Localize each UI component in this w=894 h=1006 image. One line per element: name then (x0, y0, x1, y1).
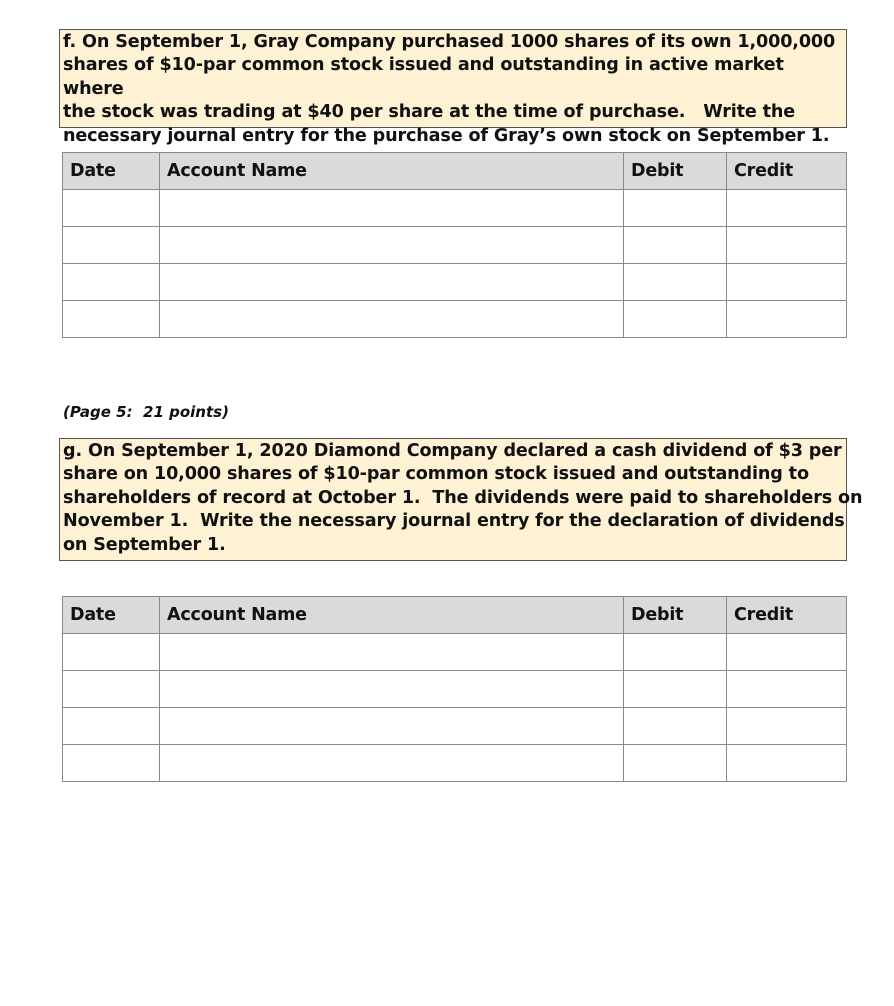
credit-cell[interactable] (727, 301, 847, 338)
credit-cell[interactable] (727, 190, 847, 227)
header-credit: Credit (727, 597, 847, 634)
header-account-name: Account Name (160, 153, 624, 190)
header-account-name: Account Name (160, 597, 624, 634)
debit-cell[interactable] (624, 227, 727, 264)
debit-cell[interactable] (624, 190, 727, 227)
debit-cell[interactable] (624, 634, 727, 671)
question-line: shareholders of record at October 1. The dividends were paid to shareholders on (63, 487, 863, 508)
question-line: the stock was trading at $40 per share at the time of purchase. Write the (63, 102, 796, 123)
table-header-row (63, 597, 847, 634)
header-date: Date (63, 597, 160, 634)
table-row (63, 264, 847, 301)
question-line: f. On September 1, Gray Company purchased 1000 shares of its own 1,000,000 (63, 32, 836, 52)
credit-cell[interactable] (727, 745, 847, 782)
date-cell[interactable] (63, 301, 160, 338)
debit-cell[interactable] (624, 671, 727, 708)
header-date: Date (63, 153, 160, 190)
header-debit: Debit (624, 153, 727, 190)
table-row (63, 634, 847, 671)
account-name-cell[interactable] (160, 190, 624, 227)
account-name-cell[interactable] (160, 264, 624, 301)
credit-cell[interactable] (727, 671, 847, 708)
question-line: shares of $10-par common stock issued and outstanding in active market where (63, 55, 784, 99)
date-cell[interactable] (63, 708, 160, 745)
date-cell[interactable] (63, 227, 160, 264)
question-line: November 1. Write the necessary journal entry for the declaration of dividends (63, 511, 845, 532)
table-header-row (63, 153, 847, 190)
account-name-cell[interactable] (160, 301, 624, 338)
question-f-box (59, 29, 847, 146)
journal-table-f (62, 152, 847, 338)
table-row (63, 671, 847, 708)
journal-table-g (62, 596, 847, 782)
debit-cell[interactable] (624, 301, 727, 338)
account-name-cell[interactable] (160, 634, 624, 671)
account-name-cell[interactable] (160, 671, 624, 708)
account-name-cell[interactable] (160, 227, 624, 264)
debit-cell[interactable] (624, 264, 727, 301)
debit-cell[interactable] (624, 745, 727, 782)
page-points-note: (Page 5: 21 points) (63, 403, 229, 421)
question-g-box (59, 438, 863, 561)
credit-cell[interactable] (727, 227, 847, 264)
date-cell[interactable] (63, 671, 160, 708)
question-line: necessary journal entry for the purchase of Gray’s own stock on September 1. (63, 125, 830, 146)
question-line: share on 10,000 shares of $10-par common stock issued and outstanding to (63, 464, 809, 485)
debit-cell[interactable] (624, 708, 727, 745)
credit-cell[interactable] (727, 264, 847, 301)
table-row (63, 190, 847, 227)
credit-cell[interactable] (727, 708, 847, 745)
header-credit: Credit (727, 153, 847, 190)
date-cell[interactable] (63, 745, 160, 782)
table-row (63, 708, 847, 745)
table-row (63, 745, 847, 782)
date-cell[interactable] (63, 634, 160, 671)
question-line: on September 1. (63, 534, 226, 555)
account-name-cell[interactable] (160, 745, 624, 782)
credit-cell[interactable] (727, 634, 847, 671)
question-line: g. On September 1, 2020 Diamond Company declared a cash dividend of $3 per (63, 441, 842, 461)
date-cell[interactable] (63, 190, 160, 227)
table-row (63, 227, 847, 264)
table-row (63, 301, 847, 338)
header-debit: Debit (624, 597, 727, 634)
account-name-cell[interactable] (160, 708, 624, 745)
date-cell[interactable] (63, 264, 160, 301)
